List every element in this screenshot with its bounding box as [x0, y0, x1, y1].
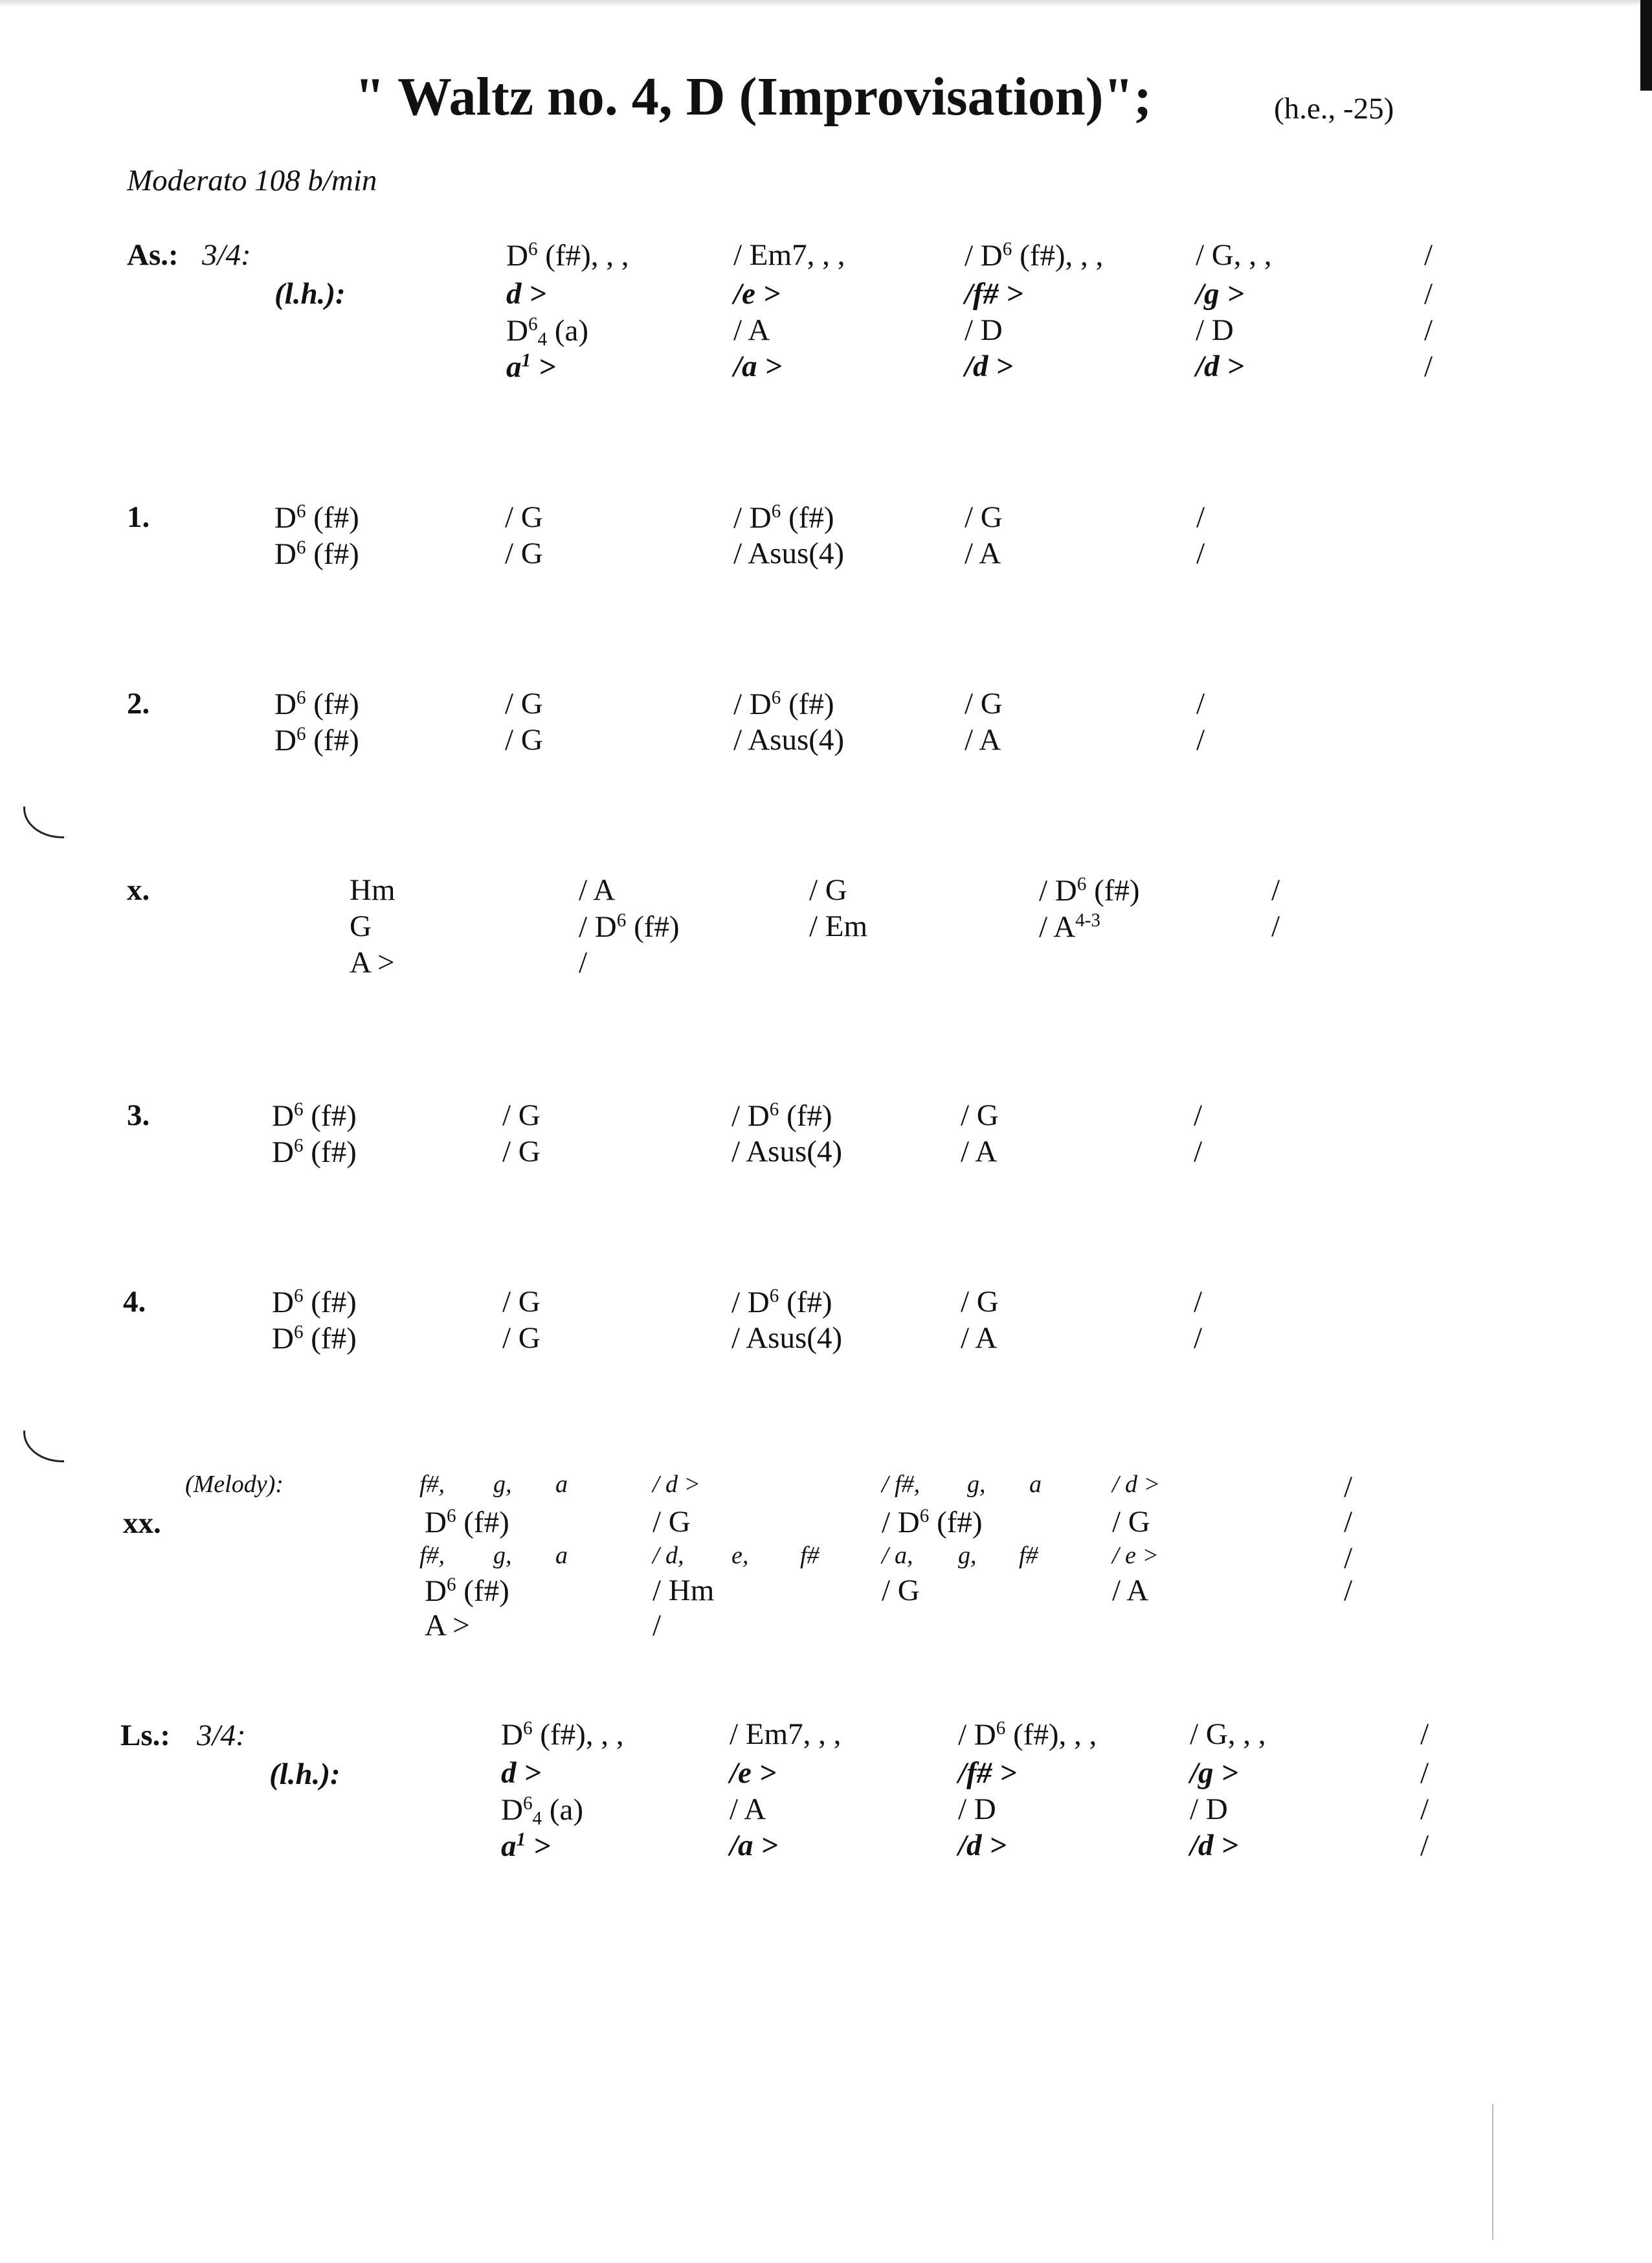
verse-number: 3.	[127, 1098, 150, 1132]
outro-bass-note: $a^1$ >	[501, 1829, 551, 1864]
bridge-chord: / G	[809, 873, 847, 907]
verse-chord: / A	[961, 1135, 998, 1168]
intro-chord-g: / G, , ,	[1196, 238, 1272, 272]
intro-bass-note: /a >	[733, 350, 783, 383]
outro-chord-g: / G, , ,	[1190, 1717, 1266, 1751]
verse-chord: / $D^6$ (f#)	[731, 1099, 832, 1133]
melody-note: e,	[731, 1542, 749, 1569]
verse-chord: / G	[965, 500, 1003, 534]
melody-note: / d >	[1112, 1471, 1161, 1498]
outro-chord-a: / A	[730, 1792, 766, 1826]
melody-note: / d >	[653, 1471, 701, 1498]
outro-chord-d6: / $D^6$ (f#), , ,	[958, 1718, 1097, 1752]
bar-line: /	[1420, 1756, 1429, 1790]
bar-line: /	[1271, 873, 1280, 907]
verse-chord: / G	[961, 1285, 999, 1319]
bar-line: /	[1424, 313, 1433, 347]
melody-note: f#	[1019, 1542, 1038, 1569]
bar-line: /	[1344, 1470, 1353, 1504]
melody-chord: $D^6$ (f#)	[425, 1574, 509, 1609]
verse-chord: / G	[502, 1135, 541, 1168]
bar-line: /	[579, 946, 588, 979]
melody-note: / d,	[653, 1542, 684, 1569]
verse-chord: / G	[502, 1285, 541, 1319]
verse-chord: / G	[961, 1098, 999, 1132]
verse-chord: / A	[965, 537, 1001, 570]
bar-line: /	[1196, 723, 1205, 757]
bar-line: /	[1194, 1135, 1203, 1168]
bridge-chord: / $D^6$ (f#)	[1039, 874, 1140, 908]
page-title: " Waltz no. 4, D (Improvisation)";	[355, 67, 1152, 127]
melody-note: g,	[958, 1542, 977, 1569]
verse-chord: $D^6$ (f#)	[272, 1135, 357, 1170]
outro-bass-note: /g >	[1190, 1756, 1239, 1790]
bridge-chord: / A	[579, 873, 616, 907]
verse-number: 1.	[127, 500, 150, 534]
verse-chord: / A	[965, 723, 1001, 757]
bar-line: /	[1424, 238, 1433, 272]
verse-chord: / Asus(4)	[733, 723, 845, 757]
outro-bass-note: /f# >	[958, 1756, 1017, 1790]
melody-note: / f#,	[882, 1471, 921, 1498]
verse-chord: / Asus(4)	[731, 1135, 843, 1168]
bar-line: /	[1196, 687, 1205, 720]
verse-chord: / $D^6$ (f#)	[733, 501, 834, 535]
verse-chord: / G	[505, 537, 543, 570]
verse-chord: / A	[961, 1321, 998, 1355]
verse-chord: / G	[502, 1321, 541, 1355]
bridge-number: x.	[127, 873, 150, 907]
outro-bass-note: /d >	[958, 1829, 1007, 1862]
bar-line: /	[1344, 1574, 1353, 1607]
melody-note: / e >	[1112, 1542, 1159, 1569]
outro-bass-note: /d >	[1190, 1829, 1239, 1862]
melody-note: f#,	[419, 1542, 445, 1569]
melody-chord: / Hm	[653, 1574, 715, 1607]
melody-label: (Melody):	[185, 1471, 284, 1498]
outro-chord-d: / D	[1190, 1792, 1228, 1826]
verse-number: 4.	[123, 1285, 146, 1319]
melody-section-number: xx.	[123, 1506, 161, 1540]
bridge-chord: / $A^{4-3}$	[1039, 910, 1100, 944]
outro-chord-d6: $D^6$ (f#), , ,	[501, 1718, 624, 1752]
intro-chord-d6: / $D^6$ (f#), , ,	[965, 239, 1104, 273]
bar-line: /	[1196, 500, 1205, 534]
verse-number: 2.	[127, 687, 150, 720]
melody-note: f#	[800, 1542, 820, 1569]
melody-note: g,	[967, 1471, 986, 1498]
intro-chord-a: / A	[733, 313, 770, 347]
verse-chord: / Asus(4)	[733, 537, 845, 570]
melody-note: g,	[493, 1542, 512, 1569]
bar-line: /	[1420, 1717, 1429, 1751]
melody-chord: / G	[1112, 1505, 1150, 1539]
melody-note: f#,	[419, 1471, 445, 1498]
bar-line: /	[1271, 909, 1280, 943]
tempo-marking: Moderato 108 b/min	[127, 164, 377, 197]
melody-note: a	[555, 1542, 568, 1569]
intro-bass-note: /f# >	[965, 277, 1023, 311]
bar-line: /	[1194, 1285, 1203, 1319]
verse-chord: / $D^6$ (f#)	[731, 1286, 832, 1320]
intro-bass-note: /e >	[733, 277, 781, 311]
melody-chord: / G	[653, 1505, 691, 1539]
bar-line: /	[1344, 1505, 1353, 1539]
intro-bass-note: d >	[506, 277, 547, 311]
verse-chord: $D^6$ (f#)	[274, 687, 359, 722]
outro-chord-d64: $D^6_4$ (a)	[501, 1793, 583, 1829]
outro-bass-note: /a >	[730, 1829, 779, 1862]
verse-chord: $D^6$ (f#)	[274, 537, 359, 572]
intro-left-hand-label: (l.h.):	[274, 277, 346, 311]
bar-line: /	[1194, 1321, 1203, 1355]
melody-chord: / $D^6$ (f#)	[882, 1506, 983, 1540]
bar-line: /	[1196, 537, 1205, 570]
margin-mark	[23, 1431, 64, 1462]
bridge-chord: / $D^6$ (f#)	[579, 910, 680, 944]
outro-bass-note: /e >	[730, 1756, 777, 1790]
verse-chord: / G	[505, 500, 543, 534]
bar-line: /	[1424, 350, 1433, 383]
verse-chord: $D^6$ (f#)	[272, 1322, 357, 1356]
intro-chord-d: / D	[965, 313, 1003, 347]
bridge-chord: Hm	[350, 873, 396, 907]
intro-chord-d64: $D^6_4$ (a)	[506, 314, 588, 350]
outro-chord-em7: / Em7, , ,	[730, 1717, 842, 1751]
outro-label: Ls.:	[120, 1719, 171, 1752]
melody-chord: A >	[425, 1609, 470, 1642]
bar-line: /	[1420, 1829, 1429, 1862]
melody-note: a	[555, 1471, 568, 1498]
intro-label: As.:	[127, 238, 179, 272]
intro-chord-d: / D	[1196, 313, 1234, 347]
bar-line: /	[1420, 1792, 1429, 1826]
bar-line: /	[1344, 1541, 1353, 1575]
outro-chord-d: / D	[958, 1792, 996, 1826]
verse-chord: / G	[965, 687, 1003, 720]
verse-chord: $D^6$ (f#)	[274, 724, 359, 758]
intro-bass-note: /d >	[1196, 350, 1245, 383]
scan-corner-mark	[1640, 0, 1652, 91]
melody-chord: $D^6$ (f#)	[425, 1506, 509, 1540]
verse-chord: / G	[502, 1098, 541, 1132]
bar-line: /	[1194, 1098, 1203, 1132]
verse-chord: $D^6$ (f#)	[272, 1099, 357, 1133]
outro-meter: 3/4:	[197, 1719, 246, 1752]
intro-chord-em7: / Em7, , ,	[733, 238, 845, 272]
bridge-chord: / Em	[809, 909, 868, 943]
verse-chord: / Asus(4)	[731, 1321, 843, 1355]
melody-chord: / G	[882, 1574, 920, 1607]
melody-note: a	[1029, 1471, 1042, 1498]
verse-chord: / G	[505, 723, 543, 757]
intro-meter: 3/4:	[202, 238, 251, 272]
bar-line: /	[1424, 277, 1433, 311]
bridge-chord: A >	[350, 946, 395, 979]
melody-chord: / A	[1112, 1574, 1149, 1607]
intro-bass-note: $a^1$ >	[506, 350, 556, 385]
bar-line: /	[653, 1609, 662, 1642]
verse-chord: $D^6$ (f#)	[272, 1286, 357, 1320]
melody-note: g,	[493, 1471, 512, 1498]
margin-mark	[23, 807, 64, 838]
scan-edge-line	[1492, 2104, 1493, 2240]
verse-chord: / $D^6$ (f#)	[733, 687, 834, 722]
outro-bass-note: d >	[501, 1756, 542, 1790]
intro-bass-note: /d >	[965, 350, 1014, 383]
intro-chord-d6: $D^6$ (f#), , ,	[506, 239, 629, 273]
intro-bass-note: /g >	[1196, 277, 1245, 311]
outro-left-hand-label: (l.h.):	[269, 1757, 340, 1791]
scan-top-edge	[0, 0, 1652, 6]
melody-note: / a,	[882, 1542, 913, 1569]
verse-chord: / G	[505, 687, 543, 720]
document-code: (h.e., -25)	[1274, 92, 1394, 126]
verse-chord: $D^6$ (f#)	[274, 501, 359, 535]
bridge-chord: G	[350, 909, 372, 943]
